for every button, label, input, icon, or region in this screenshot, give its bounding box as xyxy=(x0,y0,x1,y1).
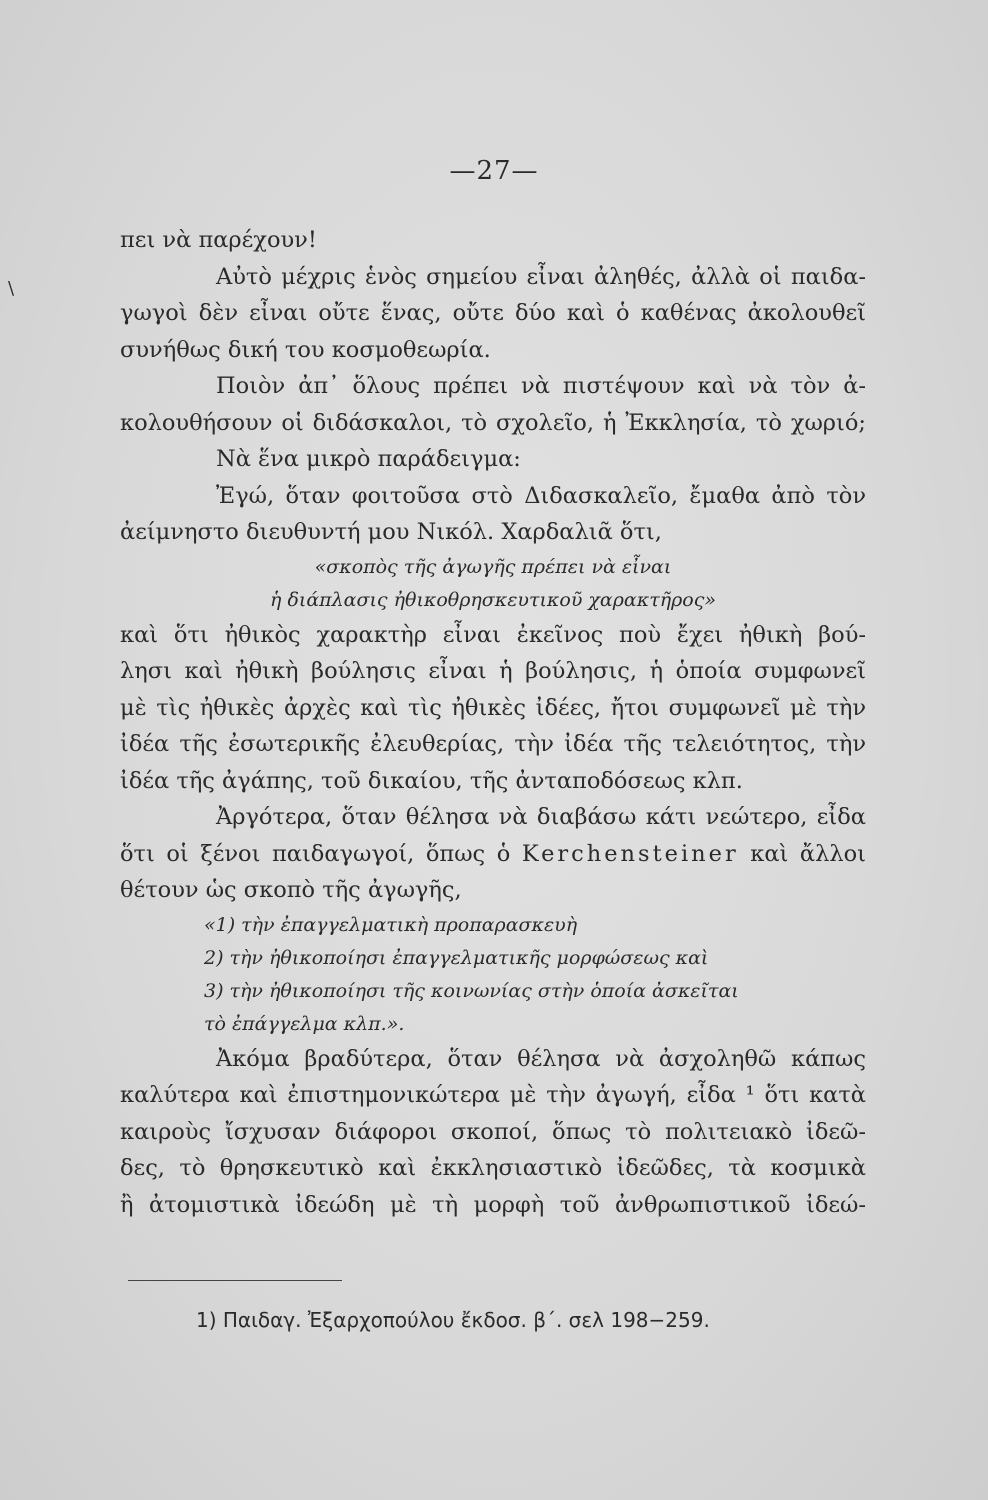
author-name: Kerchensteiner xyxy=(521,840,739,867)
text-line: κολουθήσουν οἱ διδάσκαλοι, τὸ σχολεῖο, ἡ Ἐκκλησία, τὸ χωριό; xyxy=(120,409,866,436)
text-line: συνήθως δική του κοσμοθεωρία. xyxy=(120,336,491,363)
quote-line: «σκοπὸς τῆς ἀγωγῆς πρέπει νὰ εἶναι xyxy=(314,555,672,578)
body-text xyxy=(120,222,866,1223)
text-line: Ἀργότερα, ὅταν θέλησα νὰ διαβάσω κάτι νεώτερο, εἶδα xyxy=(216,804,866,830)
text-run: καὶ ἄλλοι xyxy=(738,840,866,867)
quote-line: 2) τὴν ἠθικοποίησι ἐπαγγελματικῆς μορφώσεως καὶ xyxy=(204,946,709,969)
text-line: Ποιὸν ἀπ᾽ ὅλους πρέπει νὰ πιστέψουν καὶ νὰ τὸν ἀ- xyxy=(216,373,866,399)
text-line: δες, τὸ θρησκευτικὸ καὶ ἐκκλησιαστικὸ ἰδεῶδες, τὰ κοσμικὰ xyxy=(120,1155,866,1181)
quote-line: «1) τὴν ἐπαγγελματικὴ προπαρασκευὴ xyxy=(204,913,578,936)
text-line: Ἀκόμα βραδύτερα, ὅταν θέλησα νὰ ἀσχοληθῶ κάπως xyxy=(216,1045,866,1072)
text-line: ἢ ἀτομιστικὰ ἰδεώδη μὲ τὴ μορφὴ τοῦ ἀνθρωπιστικοῦ ἰδεώ- xyxy=(120,1191,866,1218)
text-line: λησι καὶ ἠθικὴ βούλησις εἶναι ἡ βούλησις, ἡ ὁποία συμφωνεῖ xyxy=(120,658,866,684)
quote-line: τὸ ἐπάγγελμα κλπ.». xyxy=(204,1012,405,1035)
text-line: θέτουν ὡς σκοπὸ τῆς ἀγωγῆς, xyxy=(120,877,462,903)
margin-mark: \ xyxy=(8,278,15,299)
text-line xyxy=(120,836,866,873)
footnote-divider xyxy=(128,1280,342,1281)
text-line: γωγοὶ δὲν εἶναι οὔτε ἕνας, οὔτε δύο καὶ ὁ καθένας ἀκολουθεῖ xyxy=(120,300,866,326)
text-line: καλύτερα καὶ ἐπιστημονικώτερα μὲ τὴν ἀγωγή, εἶδα ¹ ὅτι κατὰ xyxy=(120,1082,866,1108)
text-line: ἰδέα τῆς ἀγάπης, τοῦ δικαίου, τῆς ἀνταποδόσεως κλπ. xyxy=(120,767,743,794)
text-line: Νὰ ἕνα μικρὸ παράδειγμα: xyxy=(216,446,521,472)
text-line: Αὐτὸ μέχρις ἑνὸς σημείου εἶναι ἀληθές, ἀλλὰ οἱ παιδα- xyxy=(216,263,866,290)
text-line: πει νὰ παρέχουν! xyxy=(120,227,317,253)
quote-line: 3) τὴν ἠθικοποίησι τῆς κοινωνίας στὴν ὁποία ἀσκεῖται xyxy=(204,979,739,1002)
text-line: μὲ τὶς ἠθικὲς ἀρχὲς καὶ τὶς ἠθικὲς ἰδέες, ἤτοι συμφωνεῖ μὲ τὴν xyxy=(120,694,866,721)
text-line: ἀείμνηστο διευθυντή μου Νικόλ. Χαρδαλιᾶ ὅτι, xyxy=(120,519,662,545)
text-line: καιροὺς ἴσχυσαν διάφοροι σκοποί, ὅπως τὸ πολιτειακὸ ἰδεῶ- xyxy=(120,1118,866,1145)
text-line: καὶ ὅτι ἠθικὸς χαρακτὴρ εἶναι ἐκεῖνος ποὺ ἔχει ἠθικὴ βού- xyxy=(120,621,866,648)
footnote: 1) Παιδαγ. Ἐξαρχοπούλου ἔκδοσ. β΄. σελ 198−259. xyxy=(196,1308,710,1332)
text-line: Ἐγώ, ὅταν φοιτοῦσα στὸ Διδασκαλεῖο, ἔμαθα ἀπὸ τὸν xyxy=(216,482,866,509)
text-line: ἰδέα τῆς ἐσωτερικῆς ἐλευθερίας, τὴν ἰδέα τῆς τελειότητος, τὴν xyxy=(120,731,866,757)
text-run: ὅτι οἱ ξένοι παιδαγωγοί, ὅπως ὁ xyxy=(120,840,522,867)
page-number: —27— xyxy=(449,156,539,186)
quote-line: ἡ διάπλασις ἠθικοθρησκευτικοῦ χαρακτῆρος» xyxy=(270,588,716,611)
